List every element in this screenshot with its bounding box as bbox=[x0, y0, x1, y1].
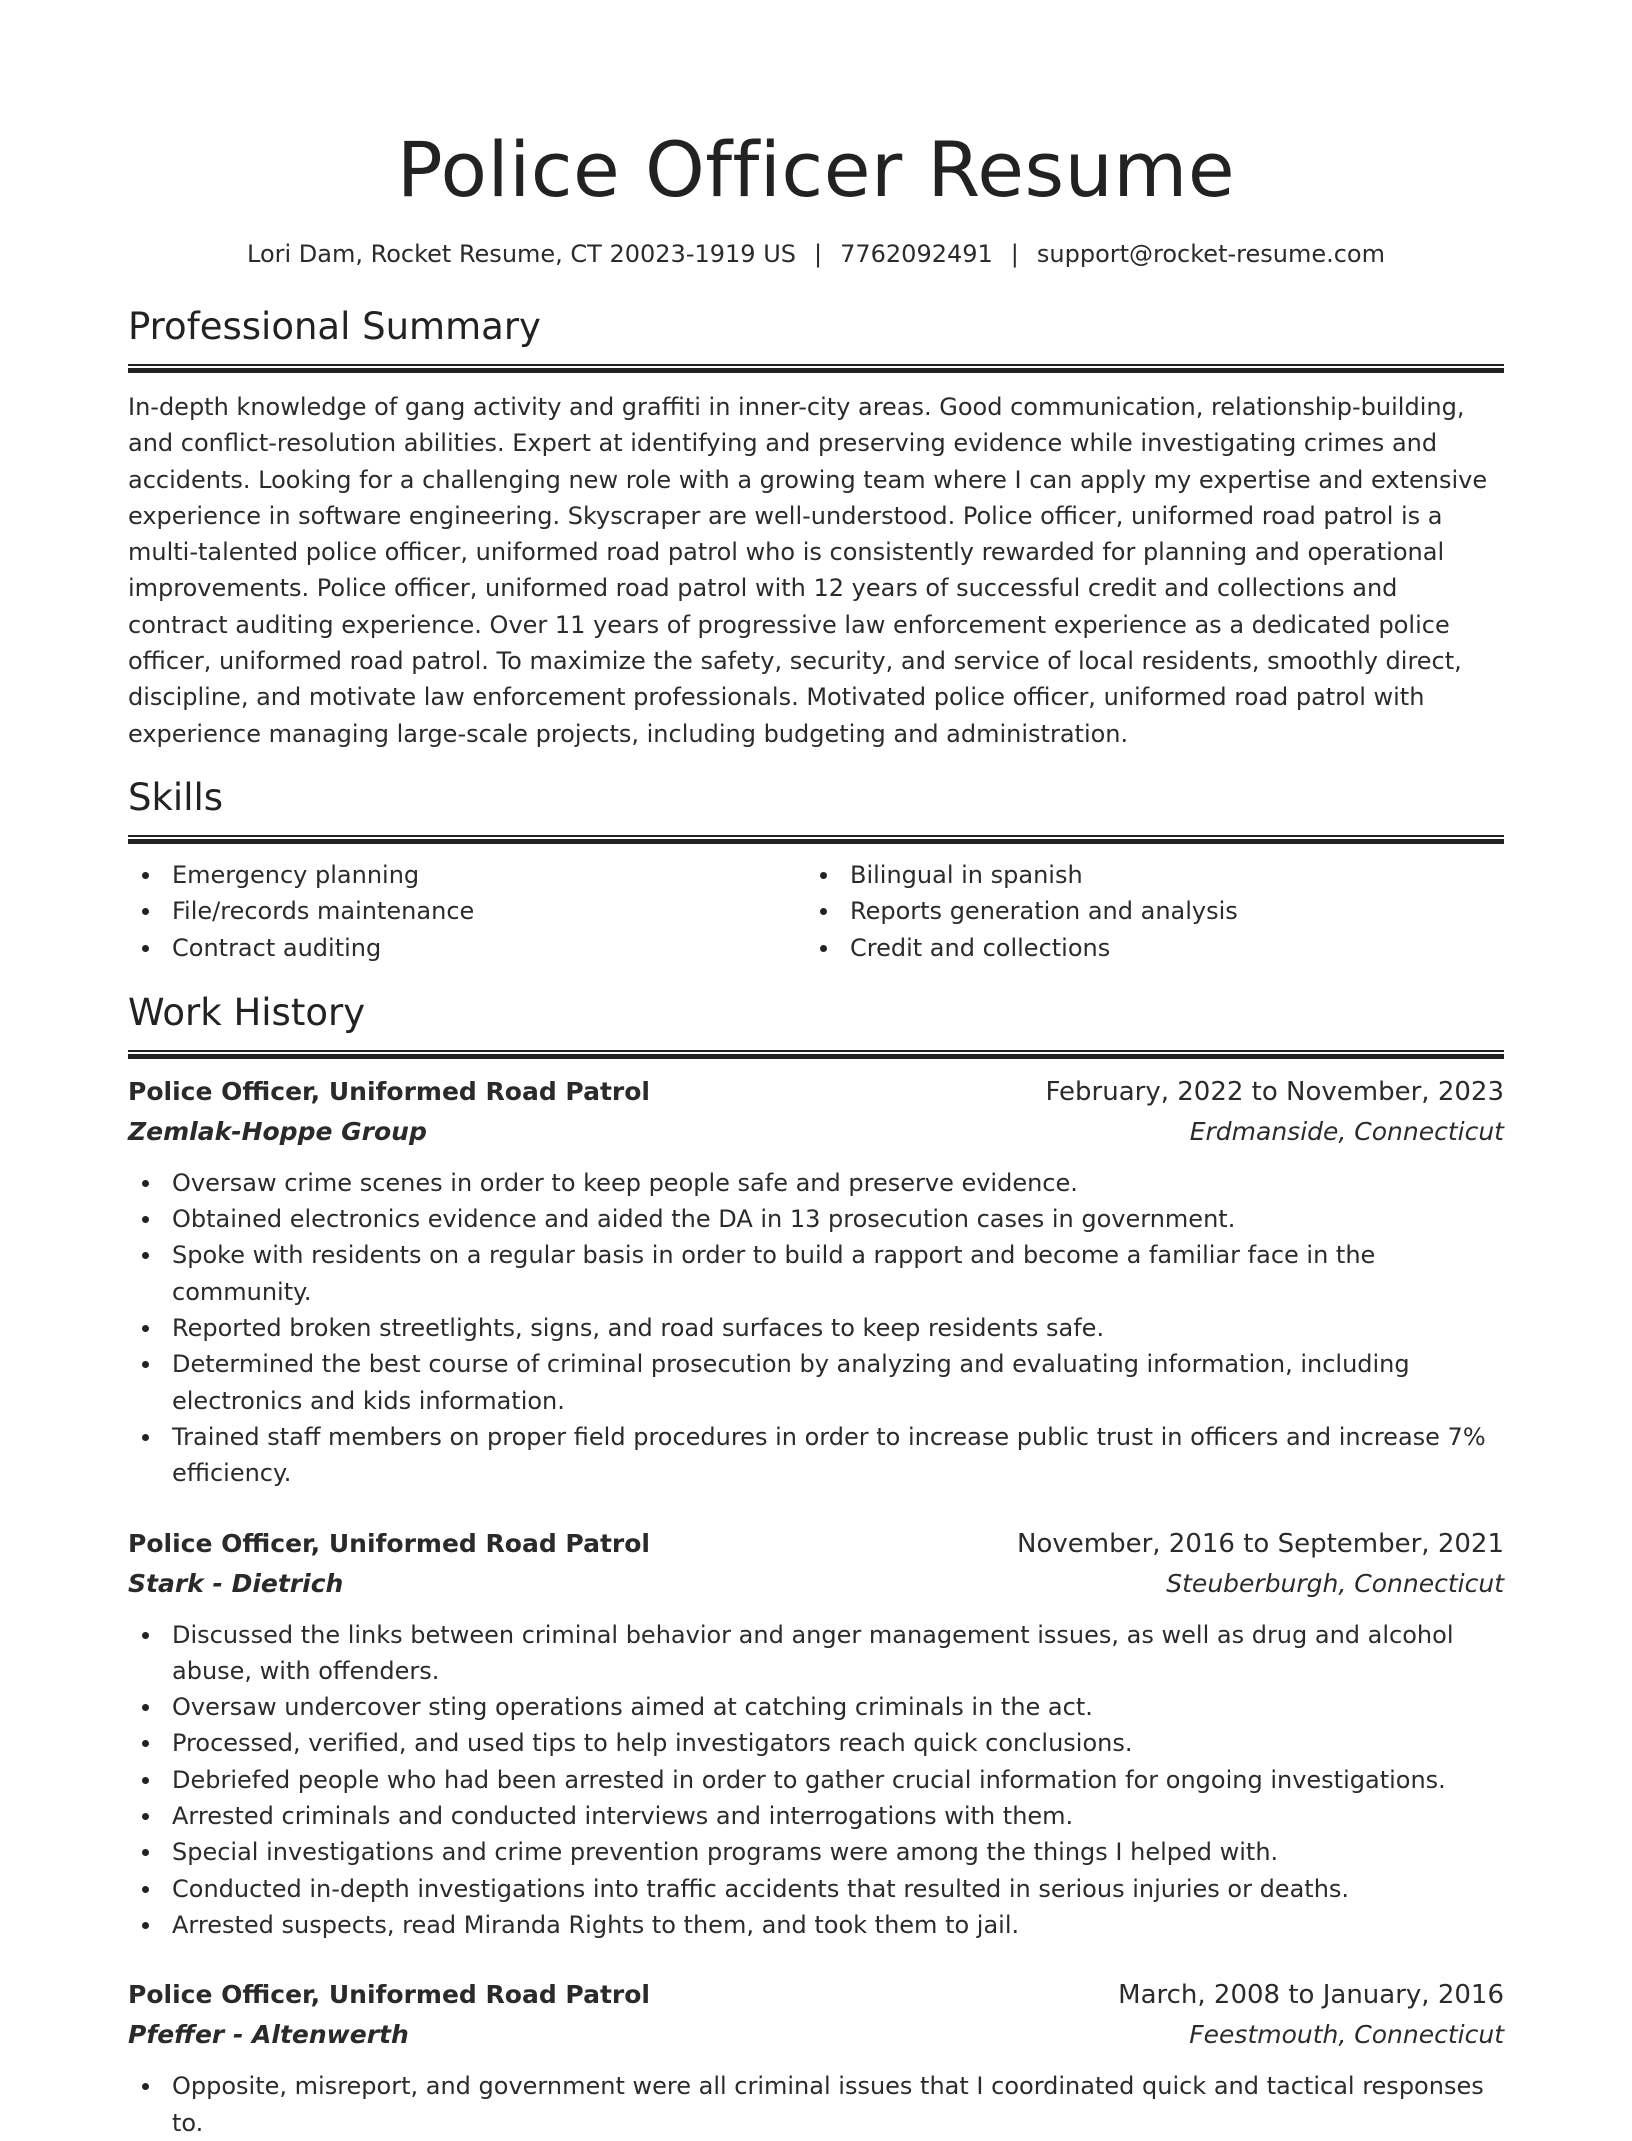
skills-left-column bbox=[128, 857, 806, 966]
skill-item: Emergency planning bbox=[128, 857, 806, 893]
job-header-row bbox=[128, 1524, 1504, 1564]
section-divider bbox=[128, 364, 1504, 373]
job-duty: Debriefed people who had been arrested in order to gather crucial information for ongoing investigations. bbox=[128, 1762, 1504, 1798]
job-location: Steuberburgh, Connecticut bbox=[1166, 1568, 1504, 1598]
section-divider bbox=[128, 1050, 1504, 1059]
company-name: Zemlak-Hoppe Group bbox=[128, 1116, 427, 1146]
job-duty: Special investigations and crime prevention programs were among the things I helped with. bbox=[128, 1834, 1504, 1870]
job-title: Police Officer, Uniformed Road Patrol bbox=[128, 1980, 650, 2010]
job-header-row bbox=[128, 1975, 1504, 2015]
job-duty: Opposite, misreport, and government were all criminal issues that I coordinated quick and tactical responses to. bbox=[128, 2068, 1504, 2141]
job-header-row bbox=[128, 1072, 1504, 1112]
job-title: Police Officer, Uniformed Road Patrol bbox=[128, 1076, 650, 1106]
job-duty: Arrested criminals and conducted interviews and interrogations with them. bbox=[128, 1798, 1504, 1834]
job-duty: Conducted in-depth investigations into traffic accidents that resulted in serious injuries or deaths. bbox=[128, 1871, 1504, 1907]
skill-item: Credit and collections bbox=[806, 930, 1484, 966]
contact-separator: | bbox=[1010, 240, 1019, 268]
contact-email: support@rocket-resume.com bbox=[1036, 240, 1385, 268]
skill-item: Bilingual in spanish bbox=[806, 857, 1484, 893]
contact-address: Lori Dam, Rocket Resume, CT 20023-1919 US bbox=[247, 240, 796, 268]
job-dates: February, 2022 to November, 2023 bbox=[1045, 1076, 1504, 1107]
work-history-heading: Work History bbox=[128, 990, 366, 1034]
job-duties-list bbox=[128, 1617, 1504, 1944]
work-history-section bbox=[128, 990, 1504, 2141]
skills-grid bbox=[128, 857, 1504, 966]
skills-heading: Skills bbox=[128, 775, 224, 819]
job-company-row bbox=[128, 1564, 1504, 1604]
company-name: Pfeffer - Altenwerth bbox=[128, 2020, 409, 2050]
skill-item: Contract auditing bbox=[128, 930, 806, 966]
contact-phone: 7762092491 bbox=[840, 240, 993, 268]
job-duties-list bbox=[128, 1165, 1504, 1492]
company-name: Stark - Dietrich bbox=[128, 1568, 344, 1598]
job-dates: November, 2016 to September, 2021 bbox=[1017, 1528, 1504, 1559]
job-duty: Determined the best course of criminal prosecution by analyzing and evaluating information, including electronics and kids information. bbox=[128, 1346, 1504, 1419]
job-duty: Trained staff members on proper field procedures in order to increase public trust in officers and increase 7% efficiency. bbox=[128, 1419, 1504, 1492]
job-entry bbox=[128, 1072, 1504, 1492]
summary-section bbox=[128, 304, 1504, 752]
job-dates: March, 2008 to January, 2016 bbox=[1118, 1980, 1504, 2011]
job-entry bbox=[128, 1524, 1504, 1944]
skill-item: Reports generation and analysis bbox=[806, 893, 1484, 929]
job-company-row bbox=[128, 2015, 1504, 2055]
job-location: Feestmouth, Connecticut bbox=[1189, 2020, 1504, 2050]
job-location: Erdmanside, Connecticut bbox=[1189, 1116, 1504, 1146]
contact-line bbox=[128, 238, 1504, 270]
summary-text: In-depth knowledge of gang activity and graffiti in inner-city areas. Good communication, relationship-building, and conflict-resolution abilities. Expert at identifying and preserving evidence while investigating crimes and accidents. Looking for a challenging new role with a growing team where I can apply my expertise and extensive experience in software engineering. Skyscraper are well-understood. Police officer, uniformed road patrol is a multi-talented police officer, uniformed road patrol who is consistently rewarded for planning and operational improvements. Police officer, uniformed road patrol with 12 years of successful credit and collections and contract auditing experience. Over 11 years of progressive law enforcement experience as a dedicated police officer, uniformed road patrol. To maximize the safety, security, and service of local residents, smoothly direct, discipline, and motivate law enforcement professionals. Motivated police officer, uniformed road patrol with experience managing large-scale projects, including budgeting and administration. bbox=[128, 393, 1488, 748]
section-divider bbox=[128, 835, 1504, 844]
job-duty: Oversaw undercover sting operations aimed at catching criminals in the act. bbox=[128, 1689, 1504, 1725]
contact-separator: | bbox=[814, 240, 823, 268]
job-duty: Oversaw crime scenes in order to keep people safe and preserve evidence. bbox=[128, 1165, 1504, 1201]
skill-item: File/records maintenance bbox=[128, 893, 806, 929]
skills-right-column bbox=[806, 857, 1484, 966]
summary-heading: Professional Summary bbox=[128, 305, 541, 348]
job-company-row bbox=[128, 1112, 1504, 1152]
job-duty: Processed, verified, and used tips to help investigators reach quick conclusions. bbox=[128, 1725, 1504, 1761]
job-duties-list bbox=[128, 2068, 1504, 2141]
job-duty: Discussed the links between criminal behavior and anger management issues, as well as drug and alcohol abuse, with offenders. bbox=[128, 1617, 1504, 1690]
job-entry bbox=[128, 1975, 1504, 2141]
job-duty: Spoke with residents on a regular basis in order to build a rapport and become a familiar face in the community. bbox=[128, 1237, 1504, 1310]
resume-page bbox=[128, 0, 1504, 2141]
job-duty: Obtained electronics evidence and aided the DA in 13 prosecution cases in government. bbox=[128, 1201, 1504, 1237]
job-duty: Arrested suspects, read Miranda Rights to them, and took them to jail. bbox=[128, 1907, 1504, 1943]
job-title: Police Officer, Uniformed Road Patrol bbox=[128, 1528, 650, 1558]
skills-section bbox=[128, 775, 1504, 966]
job-duty: Reported broken streetlights, signs, and road surfaces to keep residents safe. bbox=[128, 1310, 1504, 1346]
resume-title: Police Officer Resume bbox=[396, 125, 1236, 214]
